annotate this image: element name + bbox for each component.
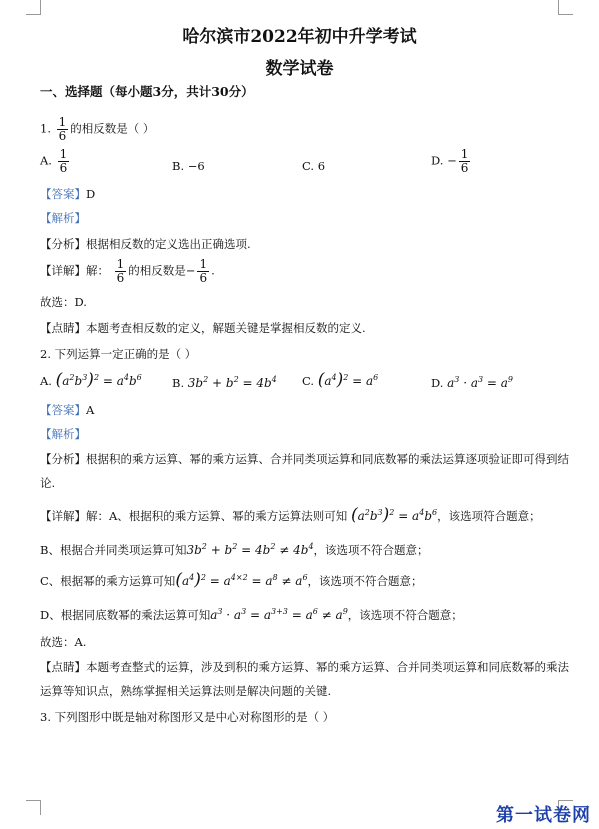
page-title: 哈尔滨市2022年初中升学考试 (182, 27, 417, 47)
formula: $(a^2b^3)^2 = a^4b^6$ (55, 370, 142, 390)
q2-choose: 故选：A. (40, 635, 87, 649)
q1-xiangjie: 【详解】解： $\frac{1}{6}$ 的相反数是− $\frac{1}{6}$ . (40, 257, 215, 285)
q2-option-d: D. $a^3 \cdot a^3 = a^9$ (431, 375, 514, 390)
q2-option-b: B. $3b^2 + b^2 = 4b^4$ (172, 375, 277, 390)
formula: $(a^2b^3)^2 = a^4b^6$ (350, 505, 438, 525)
question-3: 3. 下列图形中既是轴对称图形又是中心对称图形的是（ ） (40, 710, 335, 724)
q2-c-line: C、根据幂的乘方运算可知$(a^4)^2 = a^{4\times 2} = a^8 \ne a^6$，该选项不符合题意； (40, 570, 423, 590)
corner-mark (26, 800, 41, 815)
formula: $a^3 \cdot a^3 = a^9$ (447, 375, 514, 390)
q1-option-d: D. − $\frac{1}{6}$ (431, 147, 469, 175)
q2-answer: 【答案】A (40, 403, 95, 417)
fraction: $\frac{1}{6}$ (58, 115, 67, 143)
corner-mark (26, 0, 41, 15)
q1-fenxi: 【分析】根据相反数的定义选出正确选项. (40, 237, 251, 251)
formula: $a^3 \cdot a^3 = a^{3+3} = a^6 \ne a^9$ (210, 607, 348, 622)
q1-option-c: C. 6 (302, 159, 326, 173)
q1-analysis-tag: 【解析】 (40, 211, 86, 225)
corner-mark (558, 0, 573, 15)
q2-dianjing-line1: 【点睛】本题考查整式的运算，涉及到积的乘方运算、幂的乘方运算、合并同类项运算和同底数幂的乘法 (40, 660, 569, 674)
page-subtitle: 数学试卷 (265, 59, 334, 79)
q1-option-a: A. $\frac{1}{6}$ (40, 147, 68, 175)
section-heading: 一、选择题（每小题3分，共计30分） (40, 84, 254, 99)
question-number: 1. (40, 121, 51, 136)
q2-b-line: B、根据合并同类项运算可知$3b^2 + b^2 = 4b^2 \ne 4b^4$，该选项不符合题意； (40, 542, 429, 557)
formula: $(a^4)^2 = a^6$ (317, 370, 379, 390)
q2-option-c: C. $(a^4)^2 = a^6$ (302, 370, 379, 390)
q1-option-b: B. −6 (172, 159, 205, 173)
q2-analysis-tag: 【解析】 (40, 427, 86, 441)
formula: $3b^2 + b^2 = 4b^2 \ne 4b^4$ (186, 542, 314, 557)
q1-choose: 故选：D. (40, 295, 87, 309)
q1-dianjing: 【点睛】本题考查相反数的定义，解题关键是掌握相反数的定义. (40, 321, 366, 335)
question-1 (40, 116, 154, 143)
formula: $(a^4)^2 = a^{4\times 2} = a^8 \ne a^6$ (175, 570, 308, 590)
q2-fenxi-line2: 论. (40, 476, 56, 490)
watermark-logo: 第一试卷网 (496, 805, 591, 826)
q2-fenxi-line1: 【分析】根据积的乘方运算、幂的乘方运算、合并同类项运算和同底数幂的乘法运算逐项验证即可得到结 (40, 452, 569, 466)
q2-dianjing-line2: 运算等知识点，熟练掌握相关运算法则是解决问题的关键. (40, 684, 332, 698)
q2-d-line: D、根据同底数幂的乘法运算可知$a^3 \cdot a^3 = a^{3+3} = a^6 \ne a^9$，该选项不符合题意； (40, 607, 463, 622)
q1-answer: 【答案】D (40, 187, 96, 201)
question-2: 2. 下列运算一定正确的是（ ） (40, 347, 197, 361)
question-stem: 的相反数是（ ） (70, 121, 155, 136)
q2-option-a: A. $(a^2b^3)^2 = a^4b^6$ (40, 370, 142, 390)
formula: $3b^2 + b^2 = 4b^4$ (187, 375, 277, 390)
q2-xiangjie: 【详解】解：A、根据积的乘方运算、幂的乘方运算法则可知 $(a^2b^3)^2 = a^4b^6$，该选项符合题意； (40, 505, 541, 525)
